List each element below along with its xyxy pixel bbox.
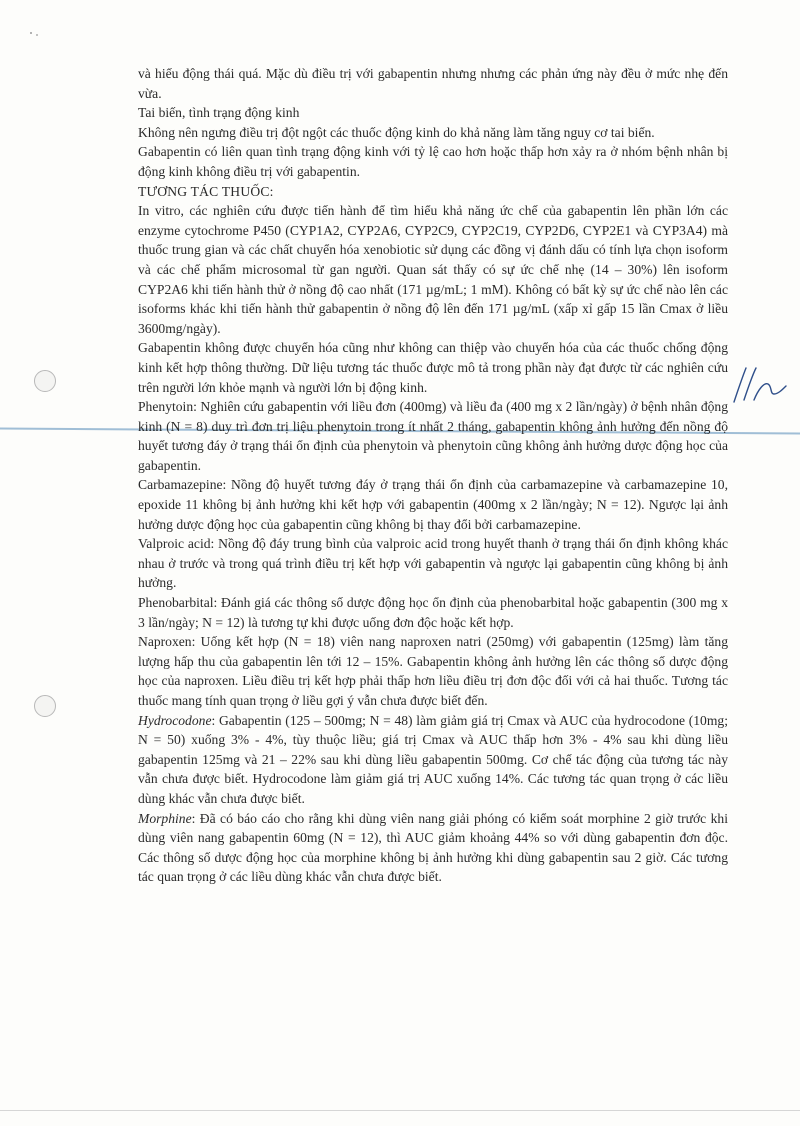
paragraph-phenobarbital: Phenobarbital: Đánh giá các thông số dược động học ổn định của phenobarbital hoặc gabapentin (300 mg x 3 lần/ngày; N = 12) là tương tự khi được uống đơn độc hoặc kết hợp. — [138, 595, 728, 630]
punch-hole-bottom — [34, 695, 56, 717]
document-body — [138, 64, 728, 887]
punch-hole-top — [34, 370, 56, 392]
drug-name-hydrocodone: Hydrocodone — [138, 712, 212, 728]
paragraph-phenytoin: Phenytoin: Nghiên cứu gabapentin với liều đơn (400mg) và liều đa (400 mg x 2 lần/ngày) ở bệnh nhân động kinh (N = 8) duy trì đơn trị liệu phenytoin trong ít nhất 2 tháng, gabapentin không ảnh hưởng đến nồng độ huyết tương đáy ở trạng thái ổn định của phenytoin và phenytoin cũng không ảnh hưởng dược động học của gabapentin. — [138, 399, 728, 473]
paragraph-naproxen: Naproxen: Uống kết hợp (N = 18) viên nang naproxen natri (250mg) với gabapentin (125mg) làm tăng lượng hấp thu của gabapentin lên tới 12 – 15%. Gabapentin không ảnh hưởng lên các thông số dược động học của naproxen. Liều điều trị kết hợp phải thấp hơn liều điều trị đơn độc đối với cả hai thuốc. Tương tác thuốc mang tính quan trọng ở liều gợi ý vẫn chưa được biết đến. — [138, 634, 728, 708]
paragraph-hydrocodone — [138, 711, 728, 809]
subheading-seizures: Tai biến, tình trạng động kinh — [138, 105, 300, 121]
hydrocodone-text: : Gabapentin (125 – 500mg; N = 48) làm giảm giá trị Cmax và AUC của hydrocodone (10mg; N = 50) xuống 3% - 4%, tùy thuộc liều; giá trị Cmax và AUC thấp hơn 3% - 4% sau khi dùng liều gabapentin 125mg và 21 – 22% sau khi dùng liều gabapentin 500mg. Cơ chế tác động của tương tác này vẫn chưa được biết. Hydrocodone làm giảm giá trị AUC xuống 14%. Các tương tác quan trọng ở các liều dùng khác vẫn chưa được biết. — [138, 712, 728, 806]
paragraph-seizure-rate: Gabapentin có liên quan tình trạng động kinh với tỷ lệ cao hơn hoặc thấp hơn xảy ra ở nhóm bệnh nhân bị động kinh không điều trị với gabapentin. — [138, 144, 728, 179]
handwritten-initials — [728, 360, 788, 410]
paragraph-in-vitro: In vitro, các nghiên cứu được tiến hành để tìm hiểu khả năng ức chế của gabapentin lên phần lớn các enzyme cytochrome P450 (CYP1A2, CYP2A6, CYP2C9, CYP2C19, CYP2D6, CYP2E1 và CYP3A4) mà thuốc trung gian và các chất chuyển hóa xenobiotic sử dụng các đồng vị đánh dấu có tính lựa chọn isoform và các chế phẩm microsomal từ gan người. Quan sát thấy có sự ức chế nhẹ (14 – 30%) lên isoform CYP2A6 khi tiến hành thử ở nồng độ cao nhất (171 µg/mL; 1 mM). Không có bất kỳ sự ức chế nào lên các isoforms khác khi tiến hành thử gabapentin ở nồng độ lên đến 171 µg/mL (xấp xỉ gấp 15 lần Cmax ở liều 3600mg/ngày). — [138, 203, 728, 336]
paragraph-carbamazepine: Carbamazepine: Nồng độ huyết tương đáy ở trạng thái ổn định của carbamazepine và carbamazepine 10, epoxide 11 không bị ảnh hưởng khi kết hợp với gabapentin (400mg x 2 lần/ngày; N = 12). Ngược lại ảnh hưởng dược động học của gabapentin cũng không bị thay đổi bởi carbamazepine. — [138, 477, 728, 532]
morphine-text: : Đã có báo cáo cho rằng khi dùng viên nang giải phóng có kiểm soát morphine 2 giờ trước khi dùng viên nang gabapentin 60mg (N = 12), thì AUC giảm khoảng 44% so với dùng gabapentin đơn độc. Các thông số dược động học của morphine không bị ảnh hưởng khi dùng gabapentin sau 2 giờ. Các tương tác quan trọng ở các liều dùng khác vẫn chưa được biết. — [138, 810, 728, 885]
corner-speck-mark — [28, 30, 42, 38]
drug-name-morphine: Morphine — [138, 810, 192, 826]
paragraph-valproic-acid: Valproic acid: Nồng độ đáy trung bình của valproic acid trong huyết thanh ở trạng thái ổn định không khác nhau ở trước và trong quá trình điều trị kết hợp với gabapentin và ngược lại gabapentin cũng không bị ảnh hưởng. — [138, 536, 728, 591]
scan-bottom-edge — [0, 1110, 800, 1111]
paragraph-metabolism: Gabapentin không được chuyển hóa cũng như không can thiệp vào chuyển hóa của các thuốc chống động kinh kết hợp thông thường. Dữ liệu tương tác thuốc được mô tả trong phần này đạt được từ các nghiên cứu trên người lớn khỏe mạnh và người lớn bị động kinh. — [138, 340, 728, 395]
paragraph-morphine — [138, 809, 728, 887]
paragraph-no-abrupt-stop: Không nên ngưng điều trị đột ngột các thuốc động kinh do khả năng làm tăng nguy cơ tai biến. — [138, 124, 655, 140]
paragraph-side-effects-end: và hiếu động thái quá. Mặc dù điều trị với gabapentin nhưng nhưng các phản ứng này đều ở mức nhẹ đến vừa. — [138, 66, 728, 101]
section-heading-drug-interactions: TƯƠNG TÁC THUỐC: — [138, 183, 274, 199]
